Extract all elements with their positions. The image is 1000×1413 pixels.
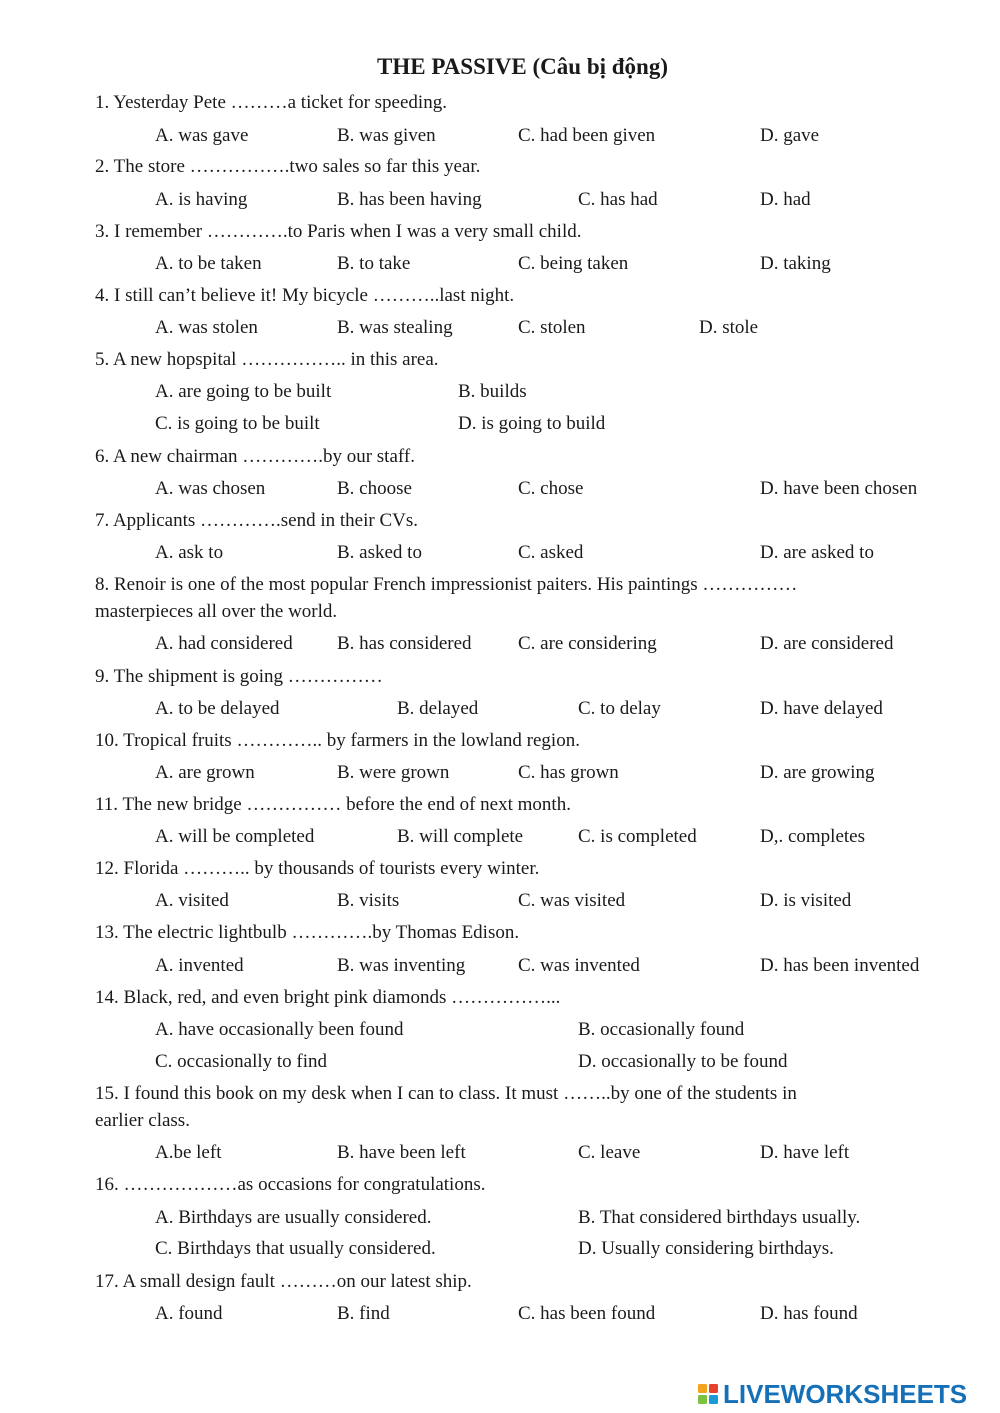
question-4: 4. I still can’t believe it! My bicycle ………..last night. [95,285,515,306]
option-4d[interactable]: D. stole [699,317,759,338]
option-15c[interactable]: C. leave [578,1142,641,1163]
option-4b[interactable]: B. was stealing [337,317,453,338]
option-10a[interactable]: A. are grown [155,762,255,783]
question-6: 6. A new chairman ………….by our staff. [95,446,415,467]
question-1: 1. Yesterday Pete ………a ticket for speeding. [95,92,447,113]
option-5b[interactable]: B. builds [458,381,527,402]
option-16d[interactable]: D. Usually considering birthdays. [578,1238,834,1259]
option-12d[interactable]: D. is visited [760,890,852,911]
option-6d[interactable]: D. have been chosen [760,478,918,499]
option-14a[interactable]: A. have occasionally been found [155,1019,404,1040]
question-16: 16. ………………as occasions for congratulations. [95,1174,486,1195]
option-1c[interactable]: C. had been given [518,125,656,146]
question-14: 14. Black, red, and even bright pink diamonds ……………... [95,987,561,1008]
option-2c[interactable]: C. has had [578,189,658,210]
question-12: 12. Florida ……….. by thousands of tourists every winter. [95,858,540,879]
question-2: 2. The store …………….two sales so far this year. [95,156,481,177]
option-8d[interactable]: D. are considered [760,633,894,654]
option-12c[interactable]: C. was visited [518,890,626,911]
option-6b[interactable]: B. choose [337,478,412,499]
option-6c[interactable]: C. chose [518,478,584,499]
option-2d[interactable]: D. had [760,189,811,210]
question-11: 11. The new bridge …………… before the end of next month. [95,794,571,815]
option-16a[interactable]: A. Birthdays are usually considered. [155,1207,432,1228]
option-7a[interactable]: A. ask to [155,542,224,563]
option-5a[interactable]: A. are going to be built [155,381,332,402]
option-8a[interactable]: A. had considered [155,633,293,654]
option-12b[interactable]: B. visits [337,890,400,911]
option-5c[interactable]: C. is going to be built [155,413,320,434]
option-3c[interactable]: C. being taken [518,253,629,274]
option-14c[interactable]: C. occasionally to find [155,1051,328,1072]
option-13a[interactable]: A. invented [155,955,244,976]
question-9: 9. The shipment is going …………… [95,666,383,687]
option-15a[interactable]: A.be left [155,1142,222,1163]
option-11d[interactable]: D,. completes [760,826,866,847]
option-7d[interactable]: D. are asked to [760,542,874,563]
worksheet-title: THE PASSIVE (Câu bị động) [377,54,668,79]
option-13d[interactable]: D. has been invented [760,955,920,976]
option-13b[interactable]: B. was inventing [337,955,466,976]
question-15-cont: earlier class. [95,1110,190,1131]
option-17b[interactable]: B. find [337,1303,390,1324]
option-7c[interactable]: C. asked [518,542,584,563]
question-13: 13. The electric lightbulb ………….by Thomas Edison. [95,922,520,943]
logo-square-4 [709,1395,718,1404]
option-10d[interactable]: D. are growing [760,762,875,783]
option-8c[interactable]: C. are considering [518,633,657,654]
option-15b[interactable]: B. have been left [337,1142,466,1163]
option-16b[interactable]: B. That considered birthdays usually. [578,1207,861,1228]
option-9c[interactable]: C. to delay [578,698,661,719]
option-17d[interactable]: D. has found [760,1303,858,1324]
question-8: 8. Renoir is one of the most popular French impressionist paiters. His paintings …………… [95,574,798,595]
option-14d[interactable]: D. occasionally to be found [578,1051,788,1072]
option-4a[interactable]: A. was stolen [155,317,258,338]
option-9a[interactable]: A. to be delayed [155,698,280,719]
option-10b[interactable]: B. were grown [337,762,450,783]
option-8b[interactable]: B. has considered [337,633,472,654]
option-4c[interactable]: C. stolen [518,317,586,338]
option-1d[interactable]: D. gave [760,125,820,146]
option-11a[interactable]: A. will be completed [155,826,315,847]
question-17: 17. A small design fault ………on our latest ship. [95,1271,472,1292]
option-3d[interactable]: D. taking [760,253,831,274]
option-9d[interactable]: D. have delayed [760,698,883,719]
option-6a[interactable]: A. was chosen [155,478,266,499]
logo-square-2 [709,1384,718,1393]
logo-square-1 [698,1384,707,1393]
option-10c[interactable]: C. has grown [518,762,619,783]
option-1a[interactable]: A. was gave [155,125,249,146]
logo-square-3 [698,1395,707,1404]
option-11b[interactable]: B. will complete [397,826,524,847]
option-14b[interactable]: B. occasionally found [578,1019,745,1040]
liveworksheets-logo-text: LIVEWORKSHEETS [723,1378,968,1409]
option-17a[interactable]: A. found [155,1303,223,1324]
question-8-cont: masterpieces all over the world. [95,601,338,622]
option-2a[interactable]: A. is having [155,189,248,210]
liveworksheets-logo-icon [697,1383,719,1405]
option-13c[interactable]: C. was invented [518,955,640,976]
liveworksheets-logo[interactable] [697,1378,967,1410]
option-7b[interactable]: B. asked to [337,542,422,563]
option-2b[interactable]: B. has been having [337,189,482,210]
option-16c[interactable]: C. Birthdays that usually considered. [155,1238,436,1259]
option-3b[interactable]: B. to take [337,253,411,274]
question-10: 10. Tropical fruits ………….. by farmers in the lowland region. [95,730,580,751]
question-15: 15. I found this book on my desk when I can to class. It must ……..by one of the students in [95,1083,797,1104]
option-15d[interactable]: D. have left [760,1142,850,1163]
option-17c[interactable]: C. has been found [518,1303,656,1324]
option-11c[interactable]: C. is completed [578,826,697,847]
question-7: 7. Applicants ………….send in their CVs. [95,510,418,531]
option-5d[interactable]: D. is going to build [458,413,606,434]
option-3a[interactable]: A. to be taken [155,253,262,274]
question-3: 3. I remember ………….to Paris when I was a very small child. [95,221,582,242]
option-12a[interactable]: A. visited [155,890,229,911]
option-1b[interactable]: B. was given [337,125,436,146]
option-9b[interactable]: B. delayed [397,698,479,719]
question-5: 5. A new hopspital …………….. in this area. [95,349,439,370]
